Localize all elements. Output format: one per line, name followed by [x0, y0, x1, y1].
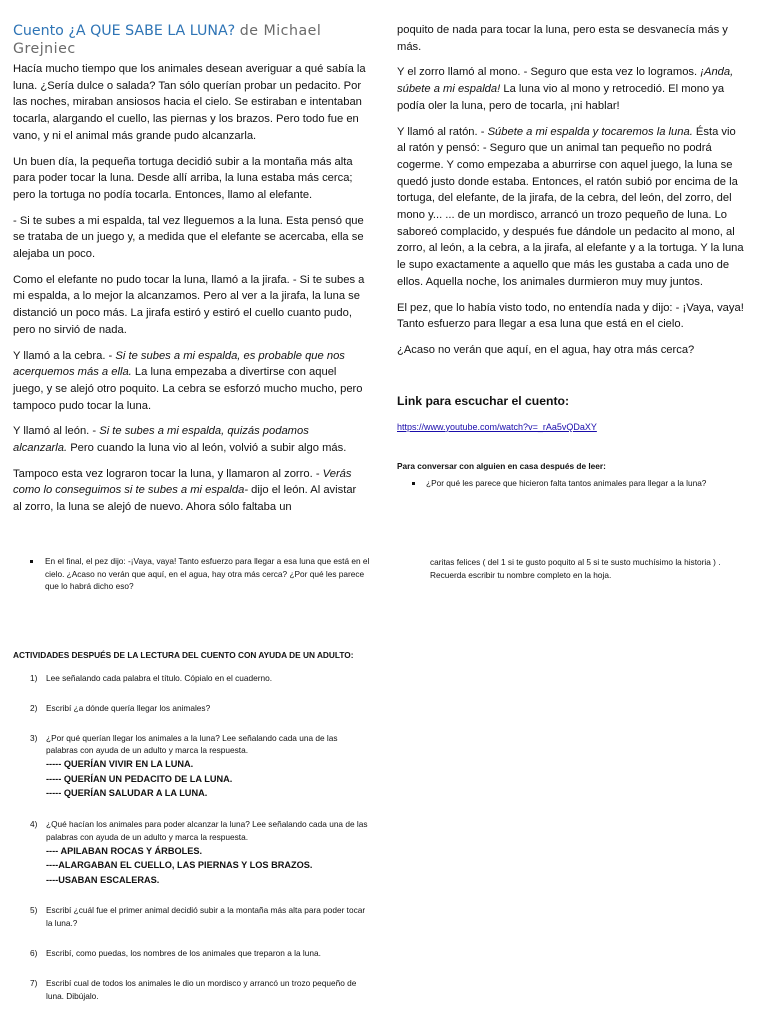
story-left-paragraph [13, 466, 366, 516]
narrative-text: Tampoco esta vez lograron tocar la luna, y llamaron al zorro. - [13, 467, 323, 480]
story-left-paragraph [13, 154, 366, 204]
story-left-paragraph [13, 423, 366, 456]
narrative-text: ¿Acaso no verán que aquí, en el agua, hay otra más cerca? [397, 343, 695, 356]
activity-number: 5) [30, 905, 38, 916]
narrative-text: La luna empezaba a divertirse con aquel juego, y se alejó otro poquito. La cebra se esforzó mucho mucho, pero tampoco pudo tocar la luna. [13, 366, 363, 412]
answer-option: ----- QUERÍAN SALUDAR A LA LUNA. [46, 788, 208, 799]
activity-item [13, 818, 368, 887]
activity-item [13, 947, 368, 960]
dialogue-text: Verás como lo conseguimos si te subes a mi espalda- [13, 467, 352, 497]
activity-item [13, 977, 368, 1003]
youtube-link[interactable]: https://www.youtube.com/watch?v=_rAa5vQDaXY [397, 421, 597, 432]
activity-number: 1) [30, 673, 38, 683]
activity-text: ¿Qué hacían los animales para poder alcanzar la luna? Lee señalando cada una de las palabras con ayuda de un adulto y marca la respuesta. [46, 818, 368, 842]
activity-number: 6) [30, 947, 38, 958]
activity-item [13, 732, 368, 801]
activity-text: ¿Por qué querían llegar los animales a la luna? Lee señalando cada una de las palabras con ayuda de un adulto y marca la respuesta. [46, 732, 338, 756]
narrative-text: Hacía mucho tiempo que los animales desean averiguar a qué sabía la luna. ¿Sería dulce o salada? Tan sólo querían probar un pedacito. Por las noches, miraban ansiosos hacia el cielo. Se estiraban e intentaban tocarla, alargando el cuello, las piernas y los brazos. Pero todo fue en vano, y ni el animal más grande pudo alcanzarla. [13, 63, 366, 142]
final-question-text: En el final, el pez dijo: -¡Vaya, vaya! Tanto esfuerzo para llegar a esa luna que está en el cielo. ¿Acaso no verán que aquí, en el agua, hay otra más cerca? ¿Por qué les parece que lo habrá dicho eso? [45, 556, 370, 592]
answer-option: ---- APILABAN ROCAS Y ÁRBOLES. [46, 845, 203, 856]
activity-number: 2) [30, 702, 38, 713]
narrative-text: Un buen día, la pequeña tortuga decidió subir a la montaña más alta para poder tocar la luna. Desde allí arriba, la luna estaba más cerca; pero la tortuga no podía tocarla. Entonces, llamo al elefante. [13, 155, 353, 201]
activity-text: Escribí ¿cuál fue el primer animal decidió subir a la montaña más alta para poder tocar la luna.? [46, 905, 366, 929]
activity-text: Lee señalando cada palabra el título. Cópialo en el cuaderno. [46, 673, 273, 683]
activity-item [13, 904, 368, 930]
dialogue-text: ¡Anda, súbete a mi espalda! [397, 66, 734, 96]
narrative-text: Y llamó al ratón. - [397, 125, 488, 138]
narrative-text: El pez, que lo había visto todo, no entendía nada y dijo: - ¡Vaya, vaya! Tanto esfuerzo para llegar a esa luna que está en el cielo. [397, 301, 744, 331]
activity-number: 7) [30, 977, 38, 988]
conversation-question: ¿Por qué les parece que hicieron falta tantos animales para llegar a la luna? [426, 477, 745, 490]
dialogue-text: Súbete a mi espalda y tocaremos la luna. [487, 125, 693, 138]
story-right-paragraph [397, 64, 745, 114]
answer-option: ----ALARGABAN EL CUELLO, LAS PIERNAS Y LOS BRAZOS. [46, 860, 313, 871]
narrative-text: poquito de nada para tocar la luna, pero esta se desvanecía más y más. [397, 24, 728, 53]
story-right-paragraphs [397, 22, 745, 359]
title-main: Cuento ¿A QUE SABE LA LUNA? [13, 23, 236, 39]
activity-number: 3) [30, 732, 38, 743]
activity-text: Escribí, como puedas, los nombres de los animales que treparon a la luna. [46, 947, 321, 958]
link-heading: Link para escuchar el cuento: [397, 393, 570, 408]
story-title [13, 22, 366, 58]
left-column [13, 22, 366, 525]
story-right-paragraph [397, 22, 745, 55]
narrative-text: dijo el león. Al avistar al zorro, la luna se alejó de nuevo. Ahora sólo faltaba un [13, 484, 357, 514]
answer-option: ----- QUERÍAN UN PEDACITO DE LA LUNA. [46, 773, 233, 784]
story-left-paragraph [13, 348, 366, 415]
right-column [397, 22, 745, 489]
narrative-text: Como el elefante no pudo tocar la luna, llamó a la jirafa. - Si te subes a mi espalda, a lo mejor la alcanzamos. Pero al ver a la jirafa, la luna se distanció un poco más. La jirafa estiró y estiró el cuello cuanto pudo, pero no sirvió de nada. [13, 273, 365, 336]
answer-option: ----- QUERÍAN VIVIR EN LA LUNA. [46, 759, 194, 770]
story-right-paragraph [397, 124, 745, 291]
activity-item [13, 702, 368, 715]
narrative-text: Ésta vio al ratón y pensó: - Seguro que un animal tan pequeño no podrá cogerme. Y como empezaba a aburrirse con aquel juego, la luna se quedó justo donde estaba. Entonces, el ratón subió por encima de la tortuga, del elefante, de la jirafa, de la cebra, del león, del zorro, del mono y... ... de un mordisco, arrancó un trozo pequeño de luna. Lo saboreó complacido, y después fue dándole un pedacito al mono, al zorro, al león, a la cebra, a la jirafa, al elefante y a la tortuga. Y la luna le supo exactamente a aquello que más les gustaba a cada uno de ellos. Aquella noche, los animales durmieron muy muy juntos. [397, 125, 744, 288]
dialogue-text: Si te subes a mi espalda, es probable que nos acerquemos más a ella. [13, 349, 345, 379]
dialogue-text: Si te subes a mi espalda, quizás podamos alcanzarla. [13, 425, 309, 455]
story-left-paragraph [13, 272, 366, 339]
conversation-heading: Para conversar con alguien en casa después de leer: [397, 460, 606, 471]
conversation-questions [397, 477, 745, 490]
activities-list [13, 672, 368, 1019]
narrative-text: Y llamó al león. - [13, 425, 100, 438]
caritas-text: caritas felices ( del 1 si te gusto poquito al 5 si te susto muchísimo la historia ) . Recuerda escribir tu nombre completo en la hoja. [430, 557, 721, 581]
story-left-paragraphs [13, 61, 366, 516]
activity-item [13, 672, 368, 685]
final-question-bullet [32, 555, 370, 593]
story-right-paragraph [397, 342, 745, 359]
narrative-text: Y el zorro llamó al mono. - Seguro que esta vez lo logramos. [397, 66, 701, 79]
activities-heading: ACTIVIDADES DESPUÉS DE LA LECTURA DEL CUENTO CON AYUDA DE UN ADULTO: [13, 650, 354, 660]
activity-text: Escribí cual de todos los animales le dio un mordisco y arrancó un trozo pequeño de luna. Dibújalo. [46, 977, 357, 1001]
activity-text: Escribí ¿a dónde quería llegar los animales? [46, 702, 211, 713]
answer-option: ----USABAN ESCALERAS. [46, 874, 160, 885]
activity-number: 4) [30, 818, 38, 829]
story-right-paragraph [397, 300, 745, 333]
story-left-paragraph [13, 213, 366, 263]
story-left-paragraph [13, 61, 366, 145]
title-author: de Michael Grejniec [13, 23, 322, 57]
narrative-text: Pero cuando la luna vio al león, volvió a subir algo más. [67, 442, 347, 455]
narrative-text: La luna vio al mono y retrocedió. El mono ya podía oler la luna, pero de tocarla, ¡ni hablar! [397, 83, 725, 112]
narrative-text: Y llamó a la cebra. - [13, 349, 116, 362]
narrative-text: - Si te subes a mi espalda, tal vez lleguemos a la luna. Esta pensó que se trataba de un juego y, a medida que el elefante se acercaba, ella se alejaba un poco. [13, 214, 364, 261]
